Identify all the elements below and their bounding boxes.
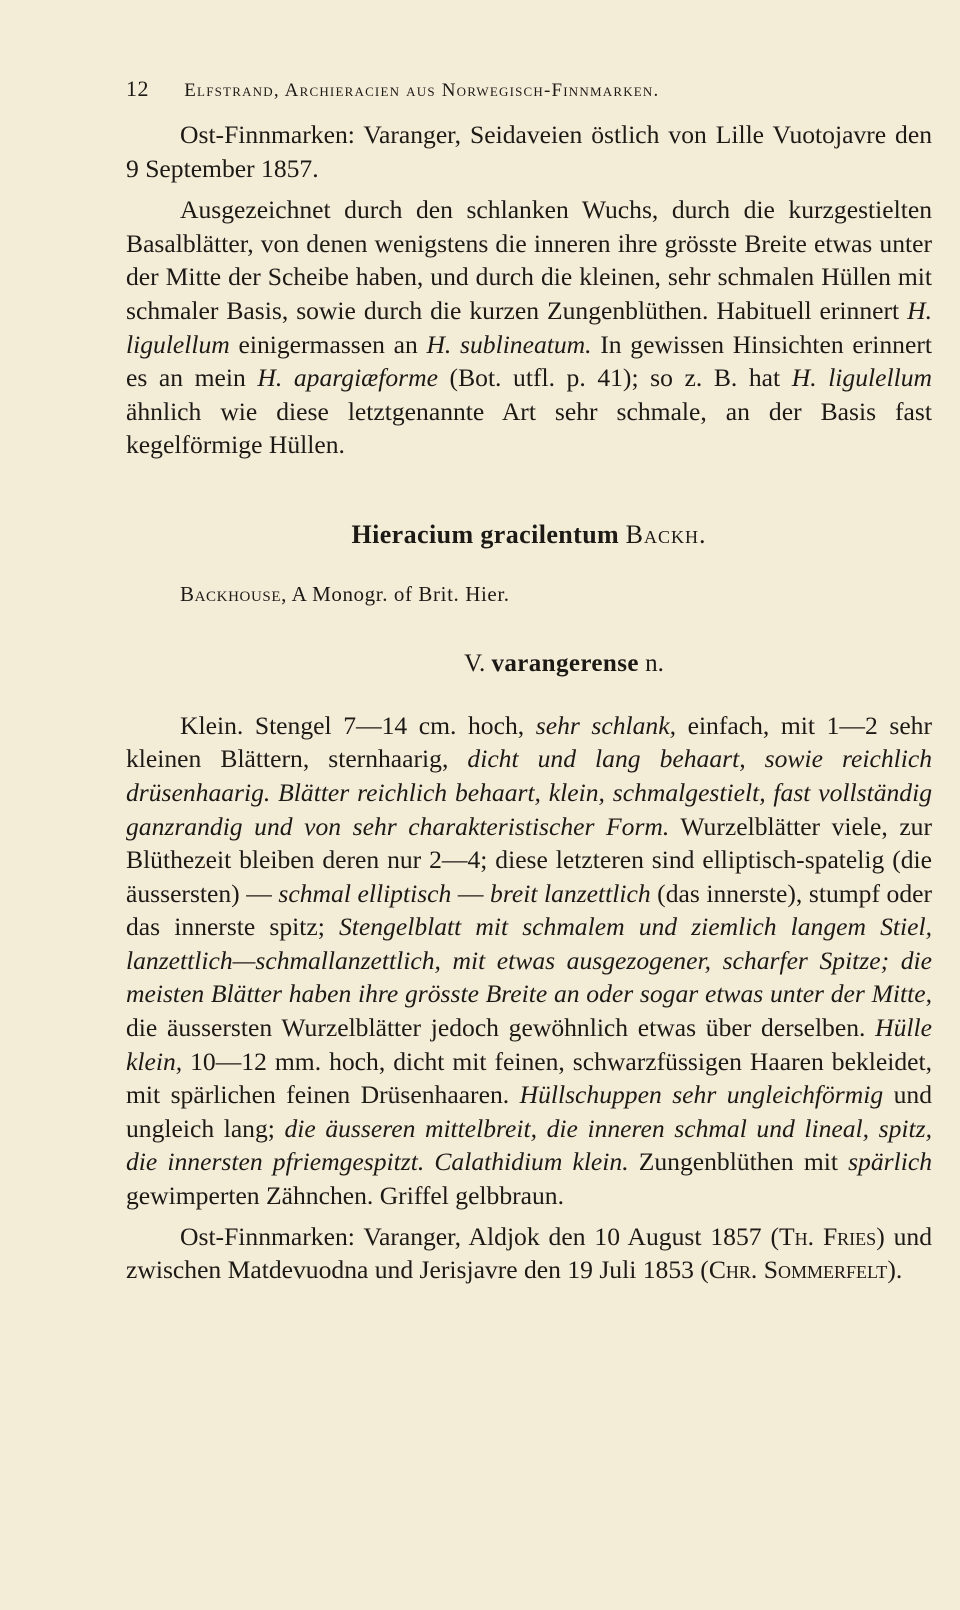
text-span: Ost-Finnmarken: Varanger, Aldjok den 10 August 1857 ( <box>180 1221 779 1251</box>
text-span: 10—12 mm. hoch, dicht mit feinen, schwarzfüssigen Haaren bekleidet, mit spärlichen feinen Drüsenhaaren. <box>126 1046 932 1110</box>
text-span: Wurzelblätter viele, zur Blüthezeit bleiben deren nur 2—4; diese letzteren sind elliptisch-spatelig (die äussersten) — <box>126 811 933 908</box>
species-author: Backh. <box>625 519 707 549</box>
variety-heading <box>126 647 932 681</box>
italic-span: die äusseren mittelbreit, die inneren schmal und lineal, spitz, die innersten pfriemgespitzt. Calathidium klein. <box>126 1113 932 1177</box>
reference-work: A Monogr. of Brit. Hier. <box>286 581 510 606</box>
running-header <box>126 76 866 102</box>
text-span: Ost-Finnmarken: Varanger, Seidaveien östlich von Lille Vuotojavre den 9 September 1857. <box>126 120 932 183</box>
collector-name: Chr. Sommerfelt <box>708 1255 888 1285</box>
text-span: — <box>451 878 491 908</box>
text-span: Ausgezeichnet durch den schlanken Wuchs, durch die kurzgestielten Basalblätter, von denen wenigstens die inneren ihre grösste Breite etwas unter der Mitte der Scheibe haben, und durch die kleinen, sehr schmalen Hüllen mit schmaler Basis, sowie durch die kurzen Zungenblüthen. Habituell erinnert <box>126 195 932 325</box>
species-name: Hieracium gracilentum <box>351 519 620 549</box>
text-span: ) und zwischen Matdevuodna und Jerisjavre den 19 Juli 1853 ( <box>126 1221 933 1285</box>
taxon-name: H. ligulellum <box>791 363 932 393</box>
italic-span: Stengelblatt mit schmalem und ziemlich langem Stiel, lanzettlich—schmallanzettlich, mit etwas ausgezogener, scharfer Spitze; die meisten Blätter haben ihre grösste Breite an oder sogar etwas unter der Mitte, <box>126 912 932 1009</box>
text-span: einfach, mit 1—2 sehr kleinen Blättern, sternhaarig, <box>126 710 932 774</box>
text-span: (Bot. utfl. p. 41); so z. B. hat <box>437 363 792 393</box>
text-span: Klein. Stengel 7—14 cm. hoch, <box>180 710 536 740</box>
collector-name: Th. Fries <box>779 1221 877 1251</box>
description-paragraph <box>126 709 932 1213</box>
locality-paragraph-2 <box>126 1220 932 1287</box>
italic-span: breit lanzettlich <box>490 878 651 908</box>
italic-span: spärlich <box>848 1147 932 1177</box>
locality-paragraph-1 <box>126 118 932 185</box>
variety-suffix: n. <box>638 650 664 678</box>
literature-reference <box>126 578 932 612</box>
taxon-name: H. sublineatum. <box>426 329 592 359</box>
text-span: (das innerste), stumpf oder das innerste spitz; <box>126 878 933 942</box>
variety-name: varangerense <box>491 650 639 678</box>
taxon-name: H. apargiæforme <box>257 363 438 393</box>
italic-span: sehr schlank, <box>535 710 676 740</box>
italic-span: Hülle klein, <box>126 1013 932 1076</box>
text-span: In gewissen Hinsichten erinnert es an mein <box>126 329 932 393</box>
reference-author: Backhouse, <box>180 581 287 606</box>
text-span: einigermassen an <box>229 329 427 359</box>
italic-span: Hüllschuppen sehr ungleichförmig <box>519 1080 884 1110</box>
text-span: die äussersten Wurzelblätter jedoch gewöhnlich etwas über derselben. <box>126 1013 876 1043</box>
variety-prefix: V. <box>464 650 492 678</box>
text-span: und ungleich lang; <box>126 1080 932 1143</box>
species-heading <box>126 518 932 552</box>
running-title: Elfstrand, Archieracien aus Norwegisch-Finnmarken. <box>184 80 660 101</box>
discussion-paragraph <box>126 193 932 462</box>
taxon-name: H. ligulellum <box>126 295 932 359</box>
text-span: ). <box>887 1255 903 1285</box>
page-body <box>126 118 932 1287</box>
italic-span: dicht und lang behaart, sowie reichlich drüsenhaarig. Blätter reichlich behaart, klein, schmalgestielt, fast vollständig ganzrandig und von sehr charakteristischer Form. <box>126 744 933 841</box>
text-span: gewimperten Zähnchen. Griffel gelbbraun. <box>126 1181 565 1211</box>
text-span: Zungenblüthen mit <box>628 1147 849 1177</box>
italic-span: schmal elliptisch <box>278 878 452 908</box>
page-number: 12 <box>126 76 149 101</box>
text-span: ähnlich wie diese letztgenannte Art sehr schmale, an der Basis fast kegelförmige Hüllen. <box>126 396 932 460</box>
